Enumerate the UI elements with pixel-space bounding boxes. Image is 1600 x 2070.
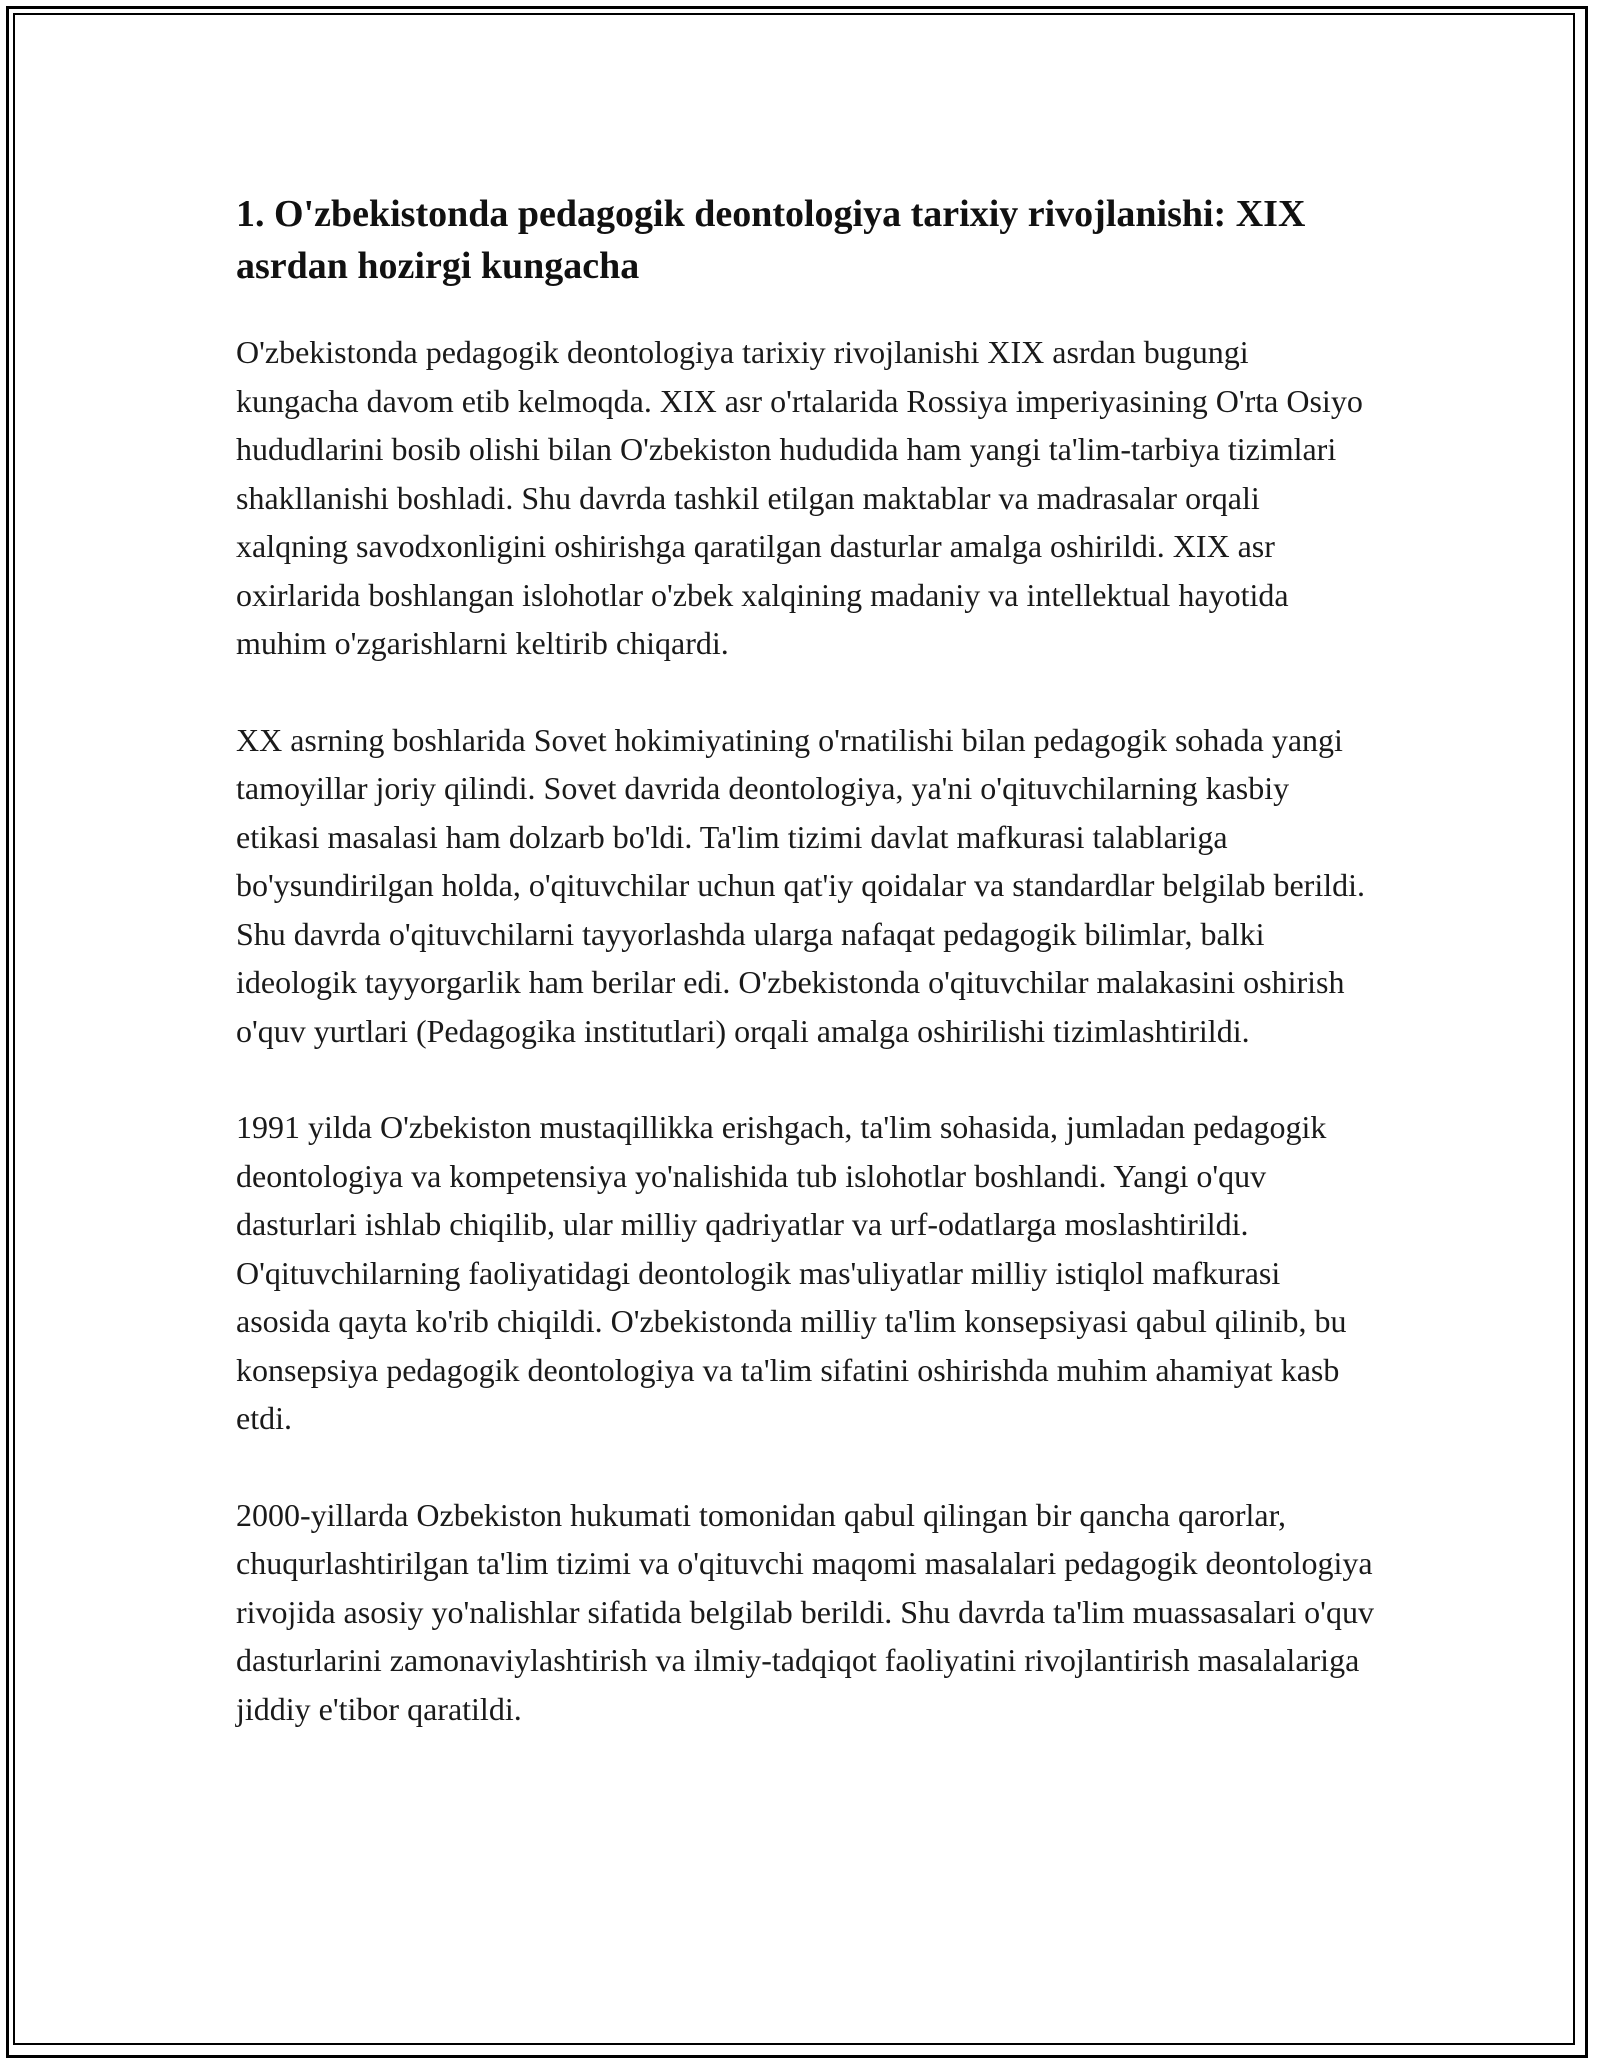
paragraph-3: 1991 yilda O'zbekiston mustaqillikka erishgach, ta'lim sohasida, jumladan pedagogik deontologiya va kompetensiya yo'nalishida tub islohotlar boshlandi. Yangi o'quv dasturlari ishlab chiqilib, ular milliy qadriyatlar va urf-odatlarga moslashtirildi. O'qituvchilarning faoliyatidagi deontologik mas'uliyatlar milliy istiqlol mafkurasi asosida qayta ko'rib chiqildi. O'zbekistonda milliy ta'lim konsepsiyasi qabul qilinib, bu konsepsiya pedagogik deontologiya va ta'lim sifatini oshirishda muhim ahamiyat kasb etdi.: [236, 1109, 1347, 1436]
paragraph-1: O'zbekistonda pedagogik deontologiya tarixiy rivojlanishi XIX asrdan bugungi kungacha davom etib kelmoqda. XIX asr o'rtalarida Rossiya imperiyasining O'rta Osiyo hududlarini bosib olishi bilan O'zbekiston hududida ham yangi ta'lim-tarbiya tizimlari shakllanishi boshladi. Shu davrda tashkil etilgan maktablar va madrasalar orqali xalqning savodxonligini oshirishga qaratilgan dasturlar amalga oshirildi. XIX asr oxirlarida boshlangan islohotlar o'zbek xalqining madaniy va intellektual hayotida muhim o'zgarishlarni keltirib chiqardi.: [236, 334, 1363, 661]
paragraph-4: 2000-yillarda Ozbekiston hukumati tomonidan qabul qilingan bir qancha qarorlar, chuqurlashtirilgan ta'lim tizimi va o'qituvchi maqomi masalalari pedagogik deontologiya rivojida asosiy yo'nalishlar sifatida belgilab berildi. Shu davrda ta'lim muassasalari o'quv dasturlarini zamonaviylashtirish va ilmiy-tadqiqot faoliyatini rivojlantirish masalalariga jiddiy e'tibor qaratildi.: [236, 1496, 1374, 1727]
document-body: [236, 188, 1376, 1781]
paragraph-2: XX asrning boshlarida Sovet hokimiyatining o'rnatilishi bilan pedagogik sohada yangi tamoyillar joriy qilindi. Sovet davrida deontologiya, ya'ni o'qituvchilarning kasbiy etikasi masalasi ham dolzarb bo'ldi. Ta'lim tizimi davlat mafkurasi talablariga bo'ysundirilgan holda, o'qituvchilar uchun qat'iy qoidalar va standardlar belgilab berildi. Shu davrda o'qituvchilarni tayyorlashda ularga nafaqat pedagogik bilimlar, balki ideologik tayyorgarlik ham berilar edi. O'zbekistonda o'qituvchilar malakasini oshirish o'quv yurtlari (Pedagogika institutlari) orqali amalga oshirilishi tizimlashtirildi.: [236, 721, 1365, 1049]
section-heading: 1. O'zbekistonda pedagogik deontologiya tarixiy rivojlanishi: XIX asrdan hozirgi kungacha: [236, 193, 1306, 287]
